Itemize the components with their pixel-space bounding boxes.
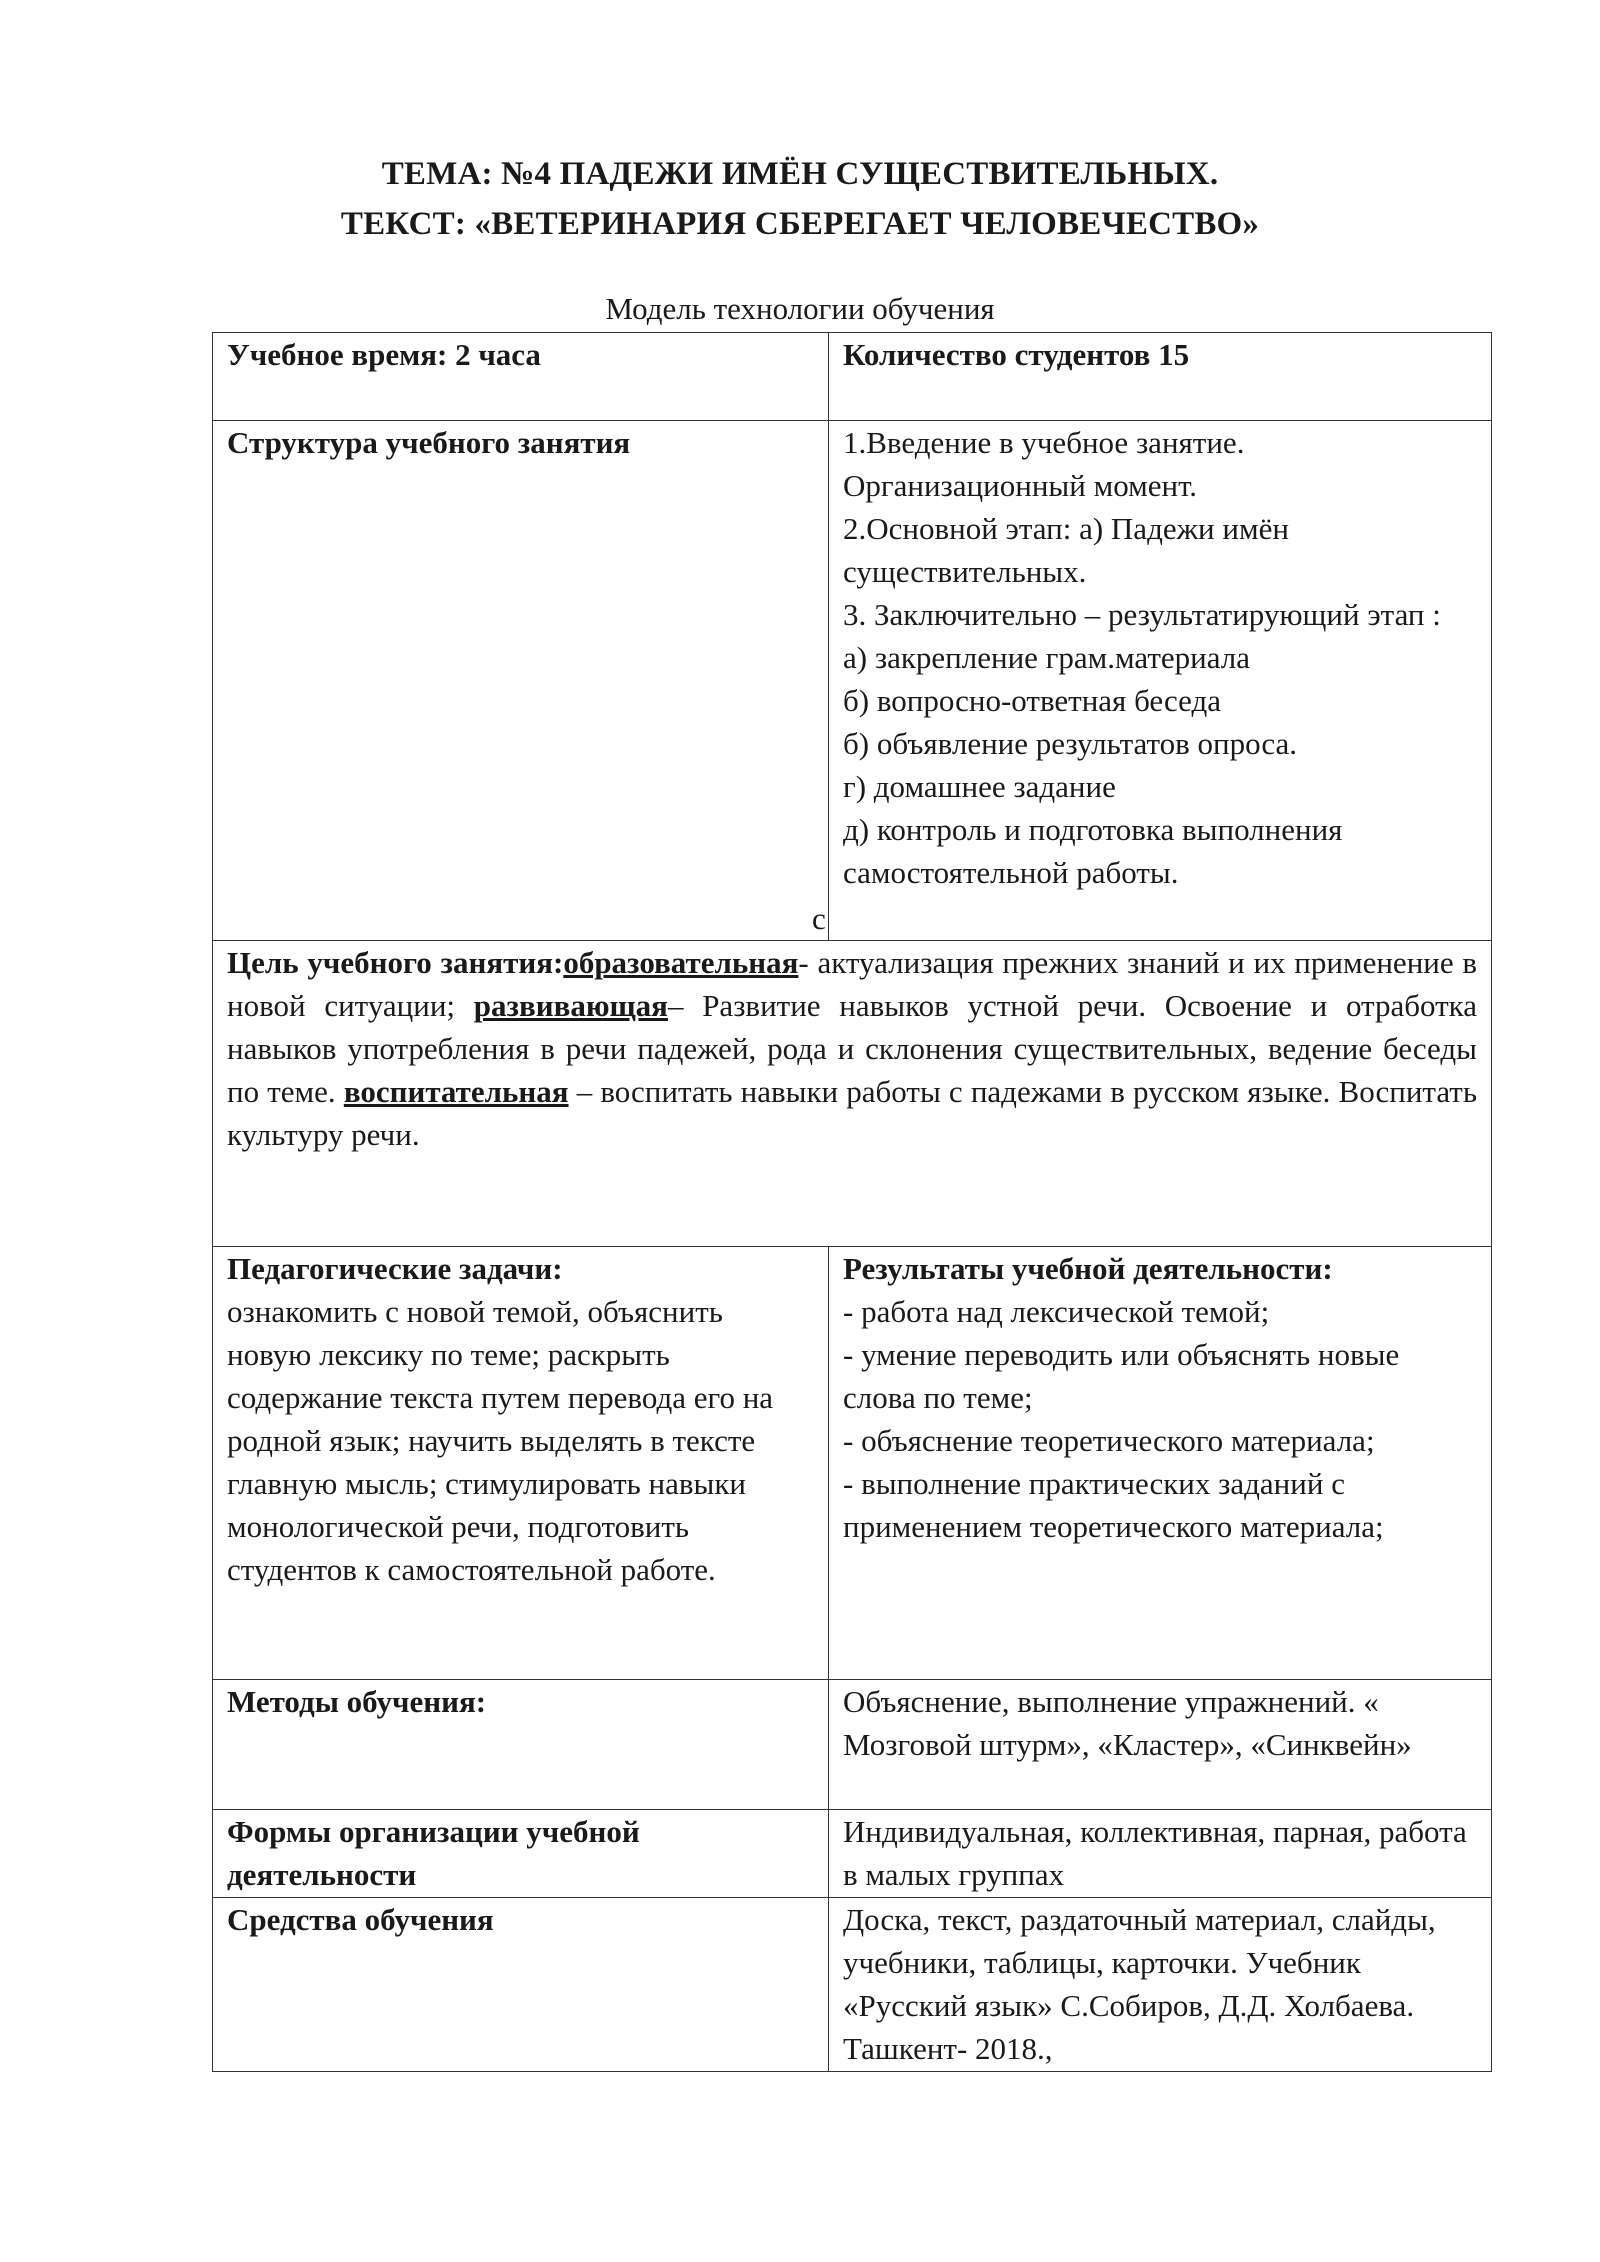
structure-row (213, 421, 1492, 941)
goal-text-developing: – Развитие навыков устной речи. Освоение и отработка навыков употребления в речи падежей, рода и склонения существительных, ведение беседы по теме. (227, 988, 1478, 1109)
document-title-line-1: ТЕМА: №4 ПАДЕЖИ ИМЁН СУЩЕСТВИТЕЛЬНЫХ. (381, 156, 1219, 192)
students-count-cell: Количество студентов 15 (829, 333, 1492, 421)
means-label: Средства обучения (213, 1898, 829, 2072)
learning-results-text: - работа над лексической темой; - умение переводить или объяснять новые слова по теме; - объяснение теоретического материала; - выполнение практических заданий с применением теоретического материала; (843, 1294, 1400, 1544)
goal-keyword-educational: образовательная (563, 945, 799, 980)
goal-row (213, 941, 1492, 1247)
structure-content: 1.Введение в учебное занятие. Организационный момент. 2.Основной этап: а) Падежи имён существительных. 3. Заключительно – результатирующий этап : а) закрепление грам.материала б) вопросно-ответная беседа б) объявление результатов опроса. г) домашнее задание д) контроль и подготовка выполнения самостоятельной работы. (829, 421, 1492, 941)
goal-keyword-developing: развивающая (473, 988, 668, 1023)
study-time-cell: Учебное время: 2 часа (213, 333, 829, 421)
stray-character: с (812, 901, 826, 936)
learning-results-cell (829, 1247, 1492, 1680)
goal-cell (213, 941, 1492, 1247)
goal-label: Цель учебного занятия: (227, 945, 564, 980)
means-row (213, 1898, 1492, 2072)
goal-text-upbringing: – воспитать навыки работы с падежами в русском языке. Воспитать культуру речи. (227, 1074, 1477, 1152)
learning-results-title: Результаты учебной деятельности: (843, 1251, 1333, 1286)
methods-row (213, 1680, 1492, 1810)
methods-value: Объяснение, выполнение упражнений. « Мозговой штурм», «Кластер», «Синквейн» (829, 1680, 1492, 1810)
tasks-row (213, 1247, 1492, 1680)
document-title-line-2: ТЕКСТ: «ВЕТЕРИНАРИЯ СБЕРЕГАЕТ ЧЕЛОВЕЧЕСТВО» (340, 206, 1260, 242)
structure-label: Структура учебного занятия (213, 421, 829, 941)
methods-label: Методы обучения: (213, 1680, 829, 1810)
forms-label: Формы организации учебной деятельности (213, 1810, 829, 1898)
table-caption: Модель технологии обучения (605, 291, 995, 326)
pedagogical-tasks-title: Педагогические задачи: (227, 1251, 563, 1286)
goal-keyword-upbringing: воспитательная (343, 1074, 569, 1109)
lesson-plan-table (212, 332, 1492, 2072)
goal-text-educational: - актуализация прежних знаний и их применение в новой ситуации; (227, 945, 1477, 1023)
time-row (213, 333, 1492, 421)
pedagogical-tasks-text: ознакомить с новой темой, объяснить новую лексику по теме; раскрыть содержание текста путем перевода его на родной язык; научить выделять в тексте главную мысль; стимулировать навыки монологической речи, подготовить студентов к самостоятельной работе. (227, 1294, 774, 1587)
forms-value: Индивидуальная, коллективная, парная, работа в малых группах (829, 1810, 1492, 1898)
pedagogical-tasks-cell (213, 1247, 829, 1680)
forms-row (213, 1810, 1492, 1898)
means-value: Доска, текст, раздаточный материал, слайды, учебники, таблицы, карточки. Учебник «Русский язык» С.Собиров, Д.Д. Холбаева. Ташкент- 2018., (829, 1898, 1492, 2072)
